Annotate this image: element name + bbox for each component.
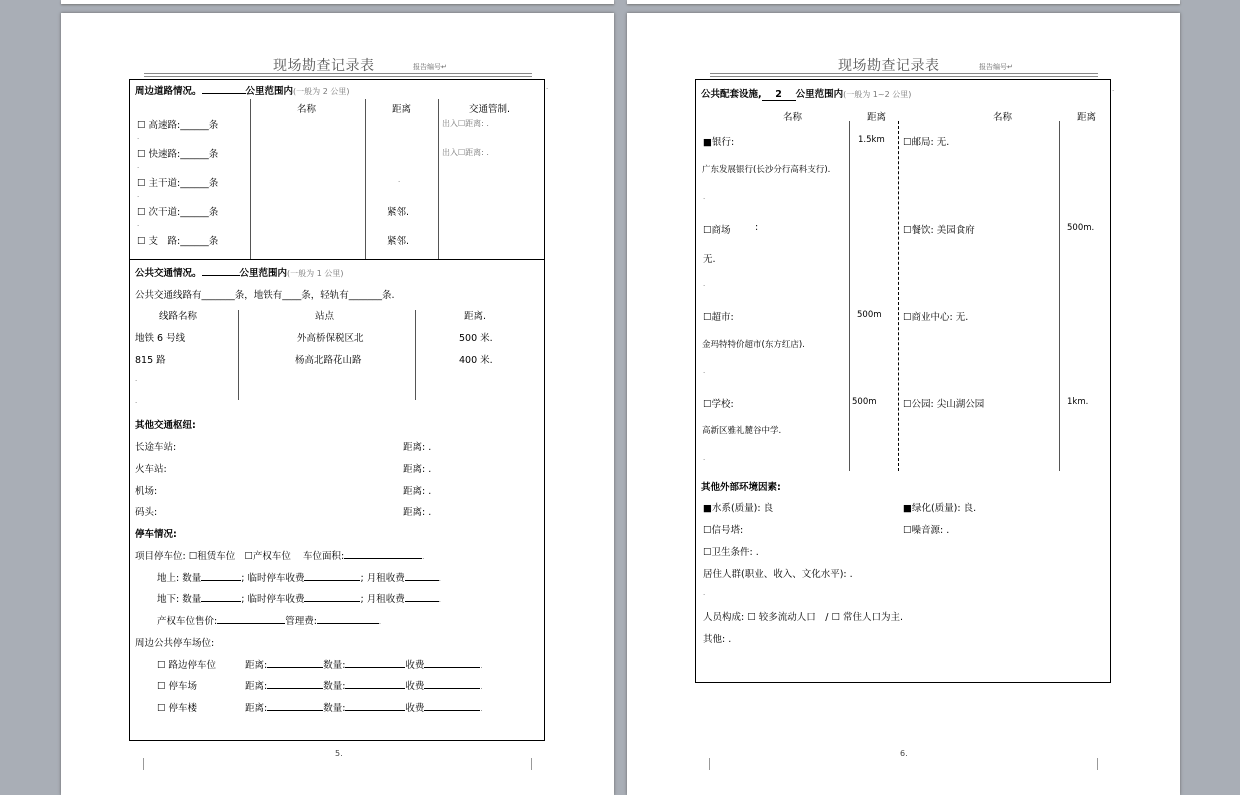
roads-col-name: 名称 (297, 104, 317, 115)
transit-row-2-line: 815 路 (135, 355, 166, 366)
road-type-expressway[interactable]: ☐ 快速路:______条 (137, 149, 219, 160)
title-rule (144, 73, 532, 74)
paragraph-mark: . (137, 191, 140, 199)
paragraph-mark: . (137, 162, 140, 170)
paragraph-mark: . (703, 280, 706, 288)
page-title: 现场勘查记录表 (838, 58, 940, 74)
near-label-1: 紧邻. (387, 207, 410, 218)
roads-col-control: 交通管制. (469, 104, 511, 115)
environment-other: 其他: . (703, 634, 732, 645)
facility-supermarket-name: 金玛特特价超市(东方红店). (702, 340, 805, 350)
roads-col-distance: 距离 (392, 104, 412, 115)
public-parking-garage: ☐ 停车楼 距离: 数量: 收费 . (157, 703, 483, 714)
facility-supermarket[interactable]: ☐超市: (703, 312, 734, 323)
hub-airport: 机场: (135, 486, 158, 497)
hub-train-station: 火车站: (135, 464, 167, 475)
facilities-heading-row (701, 86, 911, 101)
traffic-control-1: 出入☐距离: . (442, 119, 489, 128)
hub-port: 码头: (135, 507, 158, 518)
facility-school[interactable]: ☐学校: (703, 399, 734, 410)
hub-bus-station-distance: 距离: . (403, 442, 432, 453)
hub-airport-distance: 距离: . (403, 486, 432, 497)
transit-heading: 公共交通情况。 (135, 268, 202, 279)
hubs-heading: 其他交通枢纽: (135, 420, 196, 431)
facility-school-name: 高新区雅礼麓谷中学. (702, 426, 782, 436)
facility-bank-name: 广东发展银行(长沙分行高科支行). (702, 165, 831, 175)
hub-port-distance: 距离: . (403, 507, 432, 518)
facility-mall[interactable]: ☐商场 (703, 225, 731, 236)
facility-bank-distance: 1.5km (858, 135, 885, 145)
road-type-highway[interactable]: ☐ 高速路:______条 (137, 120, 219, 131)
paragraph-mark: . (398, 176, 401, 184)
facility-supermarket-distance: 500m (857, 310, 882, 320)
roads-col-divider (438, 99, 439, 259)
transit-range-hint: (一般为 1 公里) (287, 269, 344, 278)
title-rule (710, 76, 1098, 77)
environment-signal-tower[interactable]: ☐信号塔: (703, 525, 744, 536)
paragraph-mark: . (703, 193, 706, 201)
facilities-range-hint: (一般为 1~2 公里) (843, 90, 912, 99)
environment-noise[interactable]: ☐噪音源: . (903, 525, 950, 536)
facility-park-distance: 1km. (1067, 397, 1089, 407)
facility-commercial-center[interactable]: ☐商业中心: 无. (903, 312, 969, 323)
paragraph-mark: . (137, 220, 140, 228)
facility-school-distance: 500m (852, 397, 877, 407)
facility-dining-distance: 500m. (1067, 223, 1095, 233)
facilities-col-name-right: 名称 (993, 112, 1013, 123)
transit-col-divider (415, 310, 416, 400)
parking-price-row: 产权车位售价: 管理费: . (157, 616, 382, 627)
document-page-6 (627, 13, 1180, 795)
facilities-range-value: 2 (762, 89, 796, 101)
facilities-range-label: 公里范围内 (795, 89, 844, 100)
title-rule (144, 76, 532, 77)
crop-mark (709, 758, 710, 770)
parking-heading: 停车情况: (135, 529, 177, 540)
roads-heading: 周边道路情况。 (135, 86, 202, 97)
public-parking-lot: ☐ 停车场 距离: 数量: 收费 . (157, 681, 483, 692)
environment-heading: 其他外部环境因素: (701, 482, 781, 493)
crop-mark (143, 758, 144, 770)
paragraph-mark: . (135, 397, 138, 405)
crop-mark (531, 758, 532, 770)
facilities-col-distance-right: 距离 (1077, 112, 1097, 123)
environment-residents: 居住人群(职业、收入、文化水平): . (703, 569, 853, 580)
page-number: 6. (900, 749, 908, 758)
crop-mark (1097, 758, 1098, 770)
parking-rent-option[interactable]: 项目停车位: ☐租赁车位 (135, 551, 236, 562)
facilities-heading: 公共配套设施, (701, 89, 762, 100)
transit-col-divider (238, 310, 239, 400)
paragraph-mark: . (137, 133, 140, 141)
hub-bus-station: 长途车站: (135, 442, 177, 453)
facilities-col-name-left: 名称 (783, 112, 803, 123)
paragraph-mark: . (703, 589, 706, 597)
previous-page-edge-left (61, 0, 614, 4)
parking-area-label: 车位面积: (302, 551, 345, 562)
roads-col-divider (365, 99, 366, 259)
traffic-control-2: 出入☐距离: . (442, 148, 489, 157)
public-parking-roadside: ☐ 路边停车位 距离: 数量: 收费 . (157, 660, 483, 671)
paragraph-mark: . (1112, 85, 1115, 93)
transit-row-1-stop: 外高桥保税区北 (297, 333, 364, 344)
roads-col-divider (250, 99, 251, 259)
facility-mall-colon: : (755, 222, 759, 233)
facility-post-office[interactable]: ☐邮局: 无. (903, 137, 950, 148)
report-number: 报告编号↵ (413, 63, 447, 71)
section-divider (129, 259, 545, 260)
transit-row-1-distance: 500 米. (459, 333, 493, 344)
environment-composition: 人员构成: ☐ 较多流动人口 / ☐ 常住人口为主. (703, 612, 904, 623)
facility-dining[interactable]: ☐餐饮: 美园食府 (903, 225, 975, 236)
hub-train-station-distance: 距离: . (403, 464, 432, 475)
public-parking-heading: 周边公共停车场位: (135, 638, 215, 649)
transit-row-2-stop: 杨高北路花山路 (295, 355, 362, 366)
facility-mall-value: 无. (703, 254, 716, 265)
transit-col-line: 线路名称 (159, 311, 198, 322)
environment-water[interactable]: ■水系(质量): 良 (703, 503, 774, 514)
road-type-branch[interactable]: ☐ 支 路:______条 (137, 236, 219, 247)
previous-page-edge-right (627, 0, 1180, 4)
report-number: 报告编号↵ (979, 63, 1013, 71)
environment-green[interactable]: ■绿化(质量): 良. (903, 503, 977, 514)
transit-row-1-line: 地铁 6 号线 (135, 333, 186, 344)
facilities-center-divider (898, 121, 899, 471)
facilities-col-divider (849, 121, 850, 471)
road-type-arterial[interactable]: ☐ 主干道:______条 (137, 178, 219, 189)
document-page-5 (61, 13, 614, 795)
near-label-2: 紧邻. (387, 236, 410, 247)
paragraph-mark: . (703, 454, 706, 462)
paragraph-mark: . (135, 375, 138, 383)
roads-range-label: 公里范围内 (245, 86, 294, 97)
facilities-col-distance-left: 距离 (867, 112, 887, 123)
page-number: 5. (335, 749, 343, 758)
environment-sanitation[interactable]: ☐卫生条件: . (703, 547, 759, 558)
facilities-col-divider (1059, 121, 1060, 471)
paragraph-mark: . (703, 367, 706, 375)
transit-summary: 公共交通线路有_______条，地铁有____条，轻轨有_______条. (135, 290, 395, 301)
parking-underground-row: 地下: 数量 ; 临时停车收费 ; 月租收费 . (157, 594, 441, 605)
transit-heading-row (135, 265, 343, 279)
facility-park[interactable]: ☐公园: 尖山湖公园 (903, 399, 985, 410)
transit-col-distance: 距离. (464, 311, 487, 322)
facility-bank[interactable]: ■银行: (703, 137, 735, 148)
roads-range-hint: (一般为 2 公里) (293, 87, 350, 96)
transit-range-label: 公里范围内 (239, 268, 288, 279)
parking-owned-option[interactable]: ☐产权车位 (244, 551, 291, 562)
parking-line-1: 项目停车位: ☐租赁车位 ☐产权车位 车位面积: . (135, 551, 425, 562)
page-title: 现场勘查记录表 (273, 58, 375, 74)
title-rule (710, 73, 1098, 74)
road-type-secondary[interactable]: ☐ 次干道:______条 (137, 207, 219, 218)
paragraph-mark: . (546, 83, 549, 91)
transit-row-2-distance: 400 米. (459, 355, 493, 366)
parking-ground-row: 地上: 数量 ; 临时停车收费 ; 月租收费 . (157, 573, 441, 584)
roads-heading-row (135, 83, 349, 97)
transit-col-stop: 站点 (315, 311, 335, 322)
